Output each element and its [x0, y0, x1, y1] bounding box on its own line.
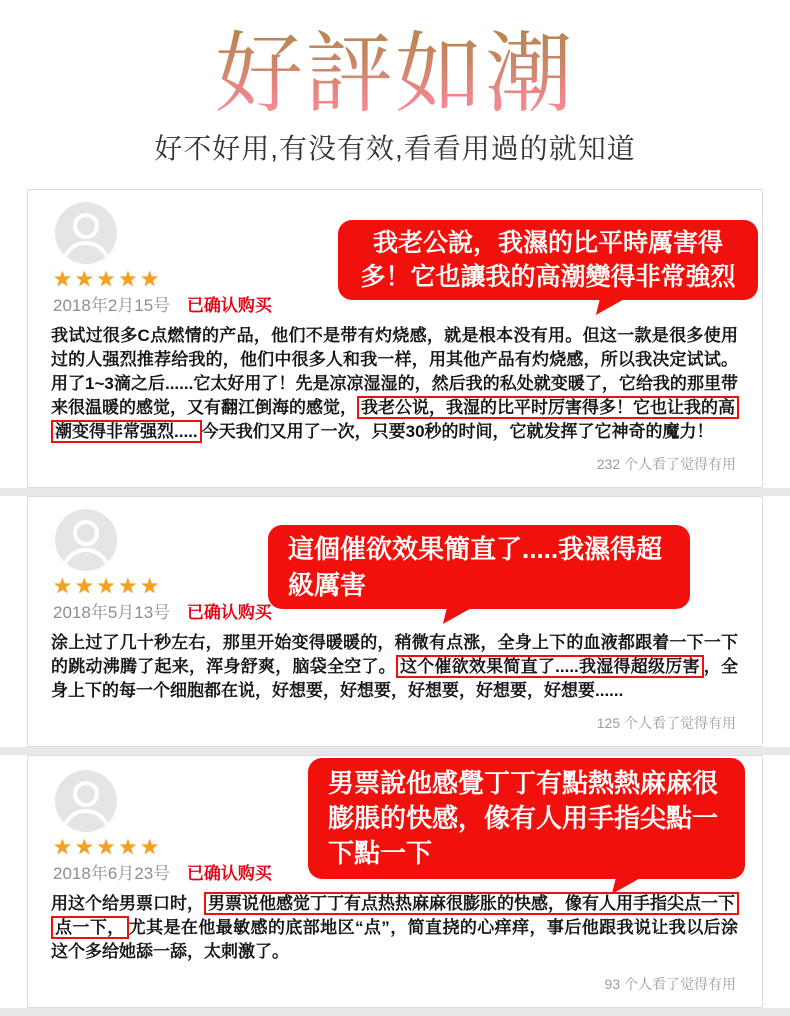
- highlighted-quote: 这个催欲效果简直了.....我湿得超级厉害: [396, 655, 704, 678]
- review-text-before: 涂上过了几十秒左右，那里开始变得暖暖的，稍微有点涨，全身上下的血液都跟着一下一下的跳动沸腾了起来，浑身舒爽，脑袋全空了。: [51, 633, 738, 677]
- divider: [0, 488, 790, 496]
- speech-bubble-text: 我老公說，我濕的比平時厲害得多！它也讓我的高潮變得非常強烈: [360, 229, 736, 292]
- header: [0, 0, 790, 167]
- speech-bubble: [308, 758, 745, 879]
- speech-bubble: [268, 525, 690, 609]
- person-icon: [55, 202, 117, 264]
- highlighted-quote: 我老公说，我湿的比平时厉害得多！它也让我的高潮变得非常强烈.....: [51, 396, 739, 443]
- review-date: 2018年2月15号: [53, 296, 171, 316]
- person-icon: [55, 770, 117, 832]
- review-card: [27, 755, 763, 1008]
- person-icon: [55, 509, 117, 571]
- speech-bubble-text: 男票說他感覺丁丁有點熱熱麻麻很膨脹的快感，像有人用手指尖點一下點一下: [328, 768, 719, 869]
- verified-purchase-badge: 已确认购买: [186, 864, 272, 884]
- avatar: [55, 202, 117, 264]
- highlighted-quote: 男票说他感觉丁丁有点热热麻麻很膨胀的快感，像有人用手指尖点一下点一下，: [51, 892, 739, 939]
- verified-purchase-badge: 已确认购买: [186, 603, 272, 623]
- review-text: [51, 324, 738, 444]
- divider: [0, 747, 790, 755]
- helpful-count: 232 个人看了觉得有用: [596, 456, 736, 473]
- review-text: [51, 892, 738, 964]
- review-date: 2018年5月13号: [53, 603, 171, 623]
- review-text-after: ，全身上下的每一个细胞都在说，好想要，好想要，好想要，好想要，好想要......: [51, 657, 738, 701]
- avatar: [55, 770, 117, 832]
- avatar: [55, 509, 117, 571]
- review-text-before: 我试过很多C点燃情的产品，他们不是带有灼烧感，就是根本没有用。但这一款是很多使用过的人强烈推荐给我的，他们中很多人和我一样，用其他产品有灼烧感，所以我决定试试。用了1~3滴之后......它太好用了！先是凉凉湿湿的，然后我的私处就变暖了，它给我的那里带来很温暖的感觉，又有翻江倒海的感觉，: [51, 326, 738, 418]
- review-text: [51, 631, 738, 703]
- speech-bubble-text: 這個催欲效果簡直了.....我濕得超級厲害: [288, 534, 663, 601]
- star-rating: ★★★★★: [53, 836, 163, 860]
- review-card: [27, 189, 763, 488]
- speech-bubble-tail: [596, 298, 626, 315]
- review-date: 2018年6月23号: [53, 864, 171, 884]
- review-card: [27, 496, 763, 747]
- page-subtitle: 好不好用,有没有效,看看用過的就知道: [154, 133, 636, 165]
- review-list: [0, 189, 790, 1016]
- star-rating: ★★★★★: [53, 575, 163, 599]
- star-rating: ★★★★★: [53, 268, 163, 292]
- speech-bubble-tail: [443, 607, 473, 624]
- speech-bubble-tail: [612, 877, 642, 894]
- divider: [0, 1008, 790, 1016]
- verified-purchase-badge: 已确认购买: [186, 296, 272, 316]
- review-text-after: 今天我们又用了一次，只要30秒的时间，它就发挥了它神奇的魔力！: [201, 422, 714, 442]
- review-text-before: 用这个给男票口时，: [51, 894, 204, 914]
- helpful-count: 125 个人看了觉得有用: [596, 715, 736, 732]
- speech-bubble: [338, 220, 758, 300]
- review-text-after: 尤其是在他最敏感的底部地区“点”，简直挠的心痒痒，事后他跟我说让我以后涂这个多给她舔一舔，太刺激了。: [51, 918, 739, 962]
- page-title: 好評如潮: [214, 24, 575, 123]
- helpful-count: 93 个人看了觉得有用: [604, 976, 736, 993]
